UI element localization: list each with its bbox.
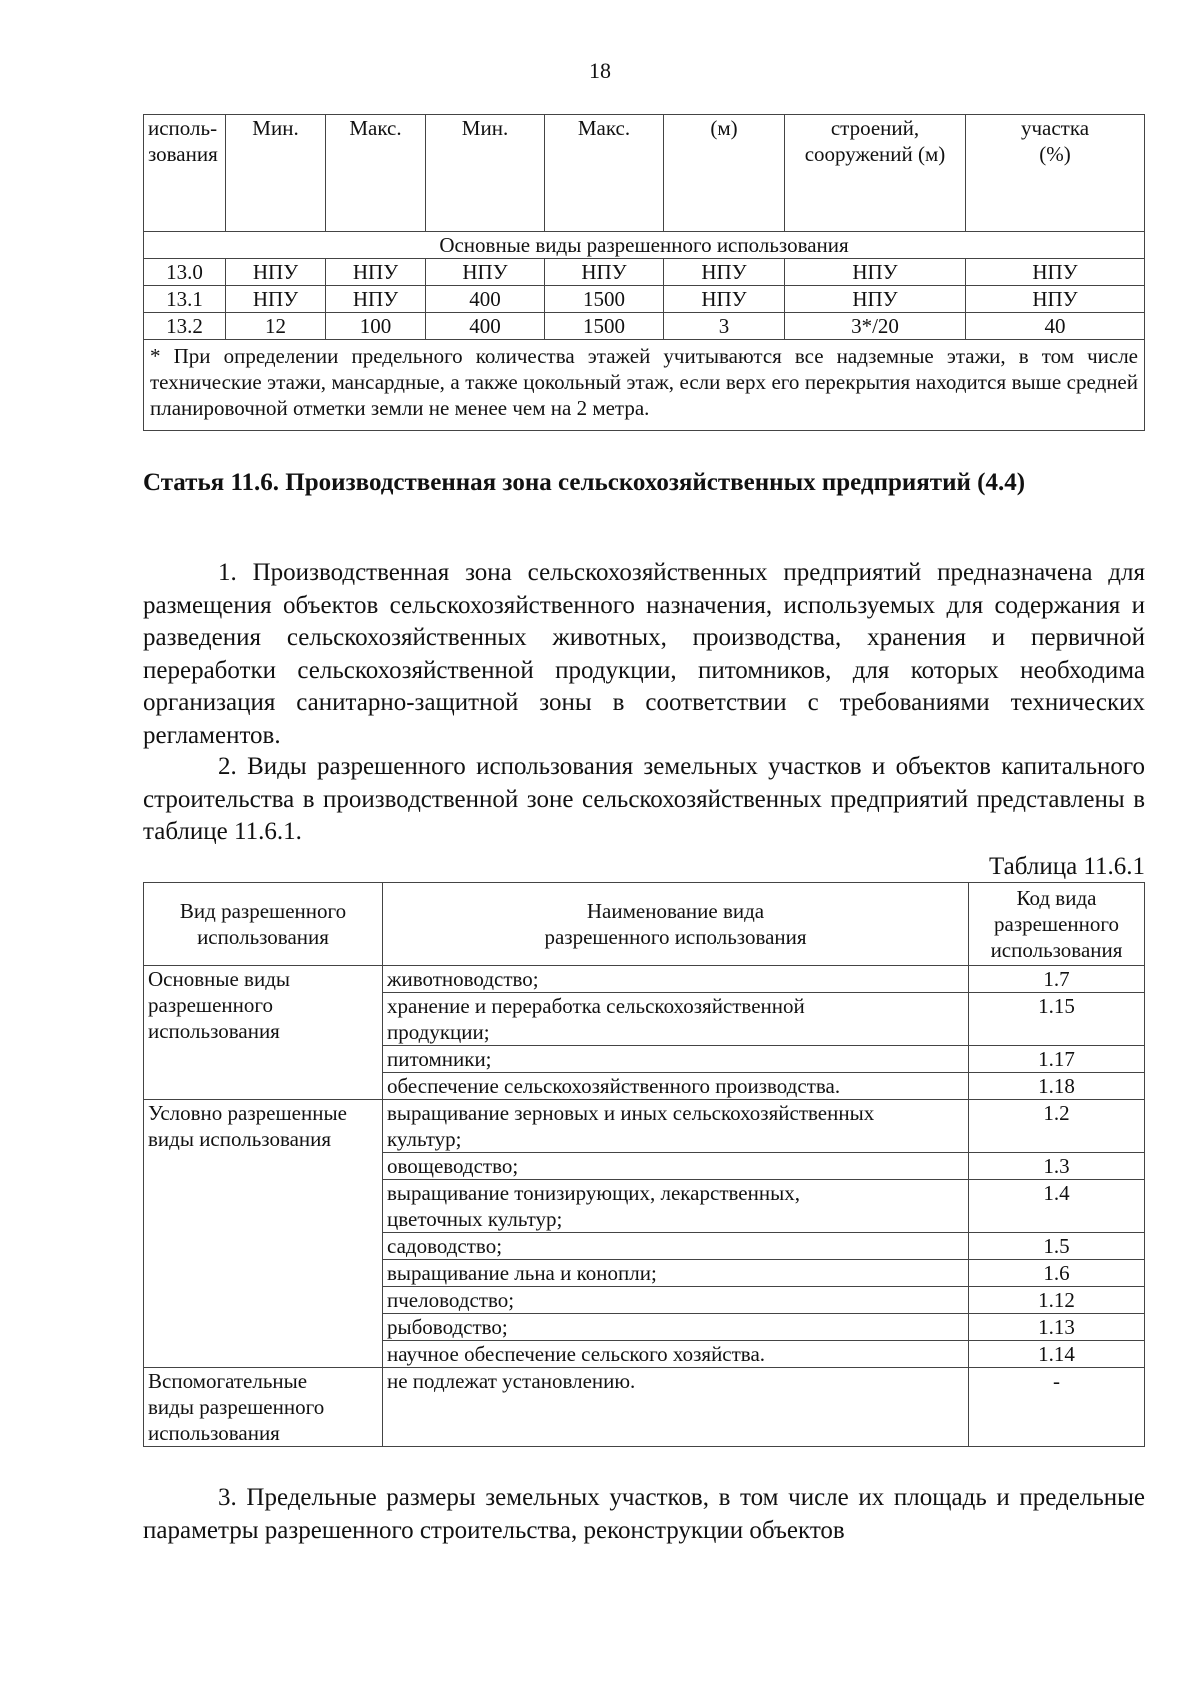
table-cell: НПУ <box>426 259 545 286</box>
use-name: обеспечение сельскохозяйственного производства. <box>383 1073 969 1100</box>
use-code: 1.3 <box>969 1153 1145 1180</box>
use-code: 1.17 <box>969 1046 1145 1073</box>
table-cell: НПУ <box>226 259 326 286</box>
header-cell: Макс. <box>545 115 664 232</box>
permitted-use-table <box>143 882 1145 1447</box>
table-row <box>144 1368 1145 1447</box>
use-code: 1.14 <box>969 1341 1145 1368</box>
table-cell: 13.2 <box>144 313 226 340</box>
table-row <box>144 259 1145 286</box>
table-cell: 400 <box>426 286 545 313</box>
paragraph-1: 1. Производственная зона сельскохозяйственных предприятий предназначена для размещения объектов сельскохозяйственного назначения, используемых для содержания и разведения сельскохозяйственных животных, производства, хранения и первичной переработки сельскохозяйственной продукции, питомников, для которых необходима организация санитарно-защитной зоны в соответствии с требованиями технических регламентов. <box>143 559 1145 749</box>
table-row <box>144 313 1145 340</box>
use-code: 1.6 <box>969 1260 1145 1287</box>
header-cell: Код вида разрешенного использования <box>969 883 1145 966</box>
header-cell: Наименование вида разрешенного использования <box>383 883 969 966</box>
table-cell: 3 <box>664 313 785 340</box>
use-code: 1.15 <box>969 993 1145 1046</box>
use-name: рыбоводство; <box>383 1314 969 1341</box>
use-name: садоводство; <box>383 1233 969 1260</box>
table-cell: НПУ <box>326 286 426 313</box>
use-name: питомники; <box>383 1046 969 1073</box>
table-caption: Таблица 11.6.1 <box>989 853 1145 880</box>
table-cell: 12 <box>226 313 326 340</box>
table-cell: НПУ <box>226 286 326 313</box>
table-header-row <box>144 115 1145 232</box>
use-code: 1.2 <box>969 1100 1145 1153</box>
table-cell: НПУ <box>664 259 785 286</box>
table-cell: 13.0 <box>144 259 226 286</box>
table-cell: НПУ <box>664 286 785 313</box>
section-row <box>144 232 1145 259</box>
header-cell: участка (%) <box>966 115 1145 232</box>
use-code: 1.12 <box>969 1287 1145 1314</box>
use-name: хранение и переработка сельскохозяйственной продукции; <box>383 993 969 1046</box>
table-cell: 3*/20 <box>785 313 966 340</box>
use-name: выращивание льна и конопли; <box>383 1260 969 1287</box>
paragraph-2: 2. Виды разрешенного использования земельных участков и объектов капитального строительства в производственной зоне сельскохозяйственных предприятий представлены в таблице 11.6.1. <box>143 753 1145 845</box>
table-cell: НПУ <box>966 286 1145 313</box>
table-cell: НПУ <box>326 259 426 286</box>
table-cell: 1500 <box>545 313 664 340</box>
header-cell: Мин. <box>426 115 545 232</box>
table-row <box>144 286 1145 313</box>
use-name: научное обеспечение сельского хозяйства. <box>383 1341 969 1368</box>
table-cell: НПУ <box>785 286 966 313</box>
table-row <box>144 966 1145 993</box>
table-cell: 400 <box>426 313 545 340</box>
group-label: Условно разрешенные виды использования <box>144 1100 383 1368</box>
group-label: Вспомогательные виды разрешенного использования <box>144 1368 383 1447</box>
header-cell: Вид разрешенного использования <box>144 883 383 966</box>
footnote: * При определении предельного количества этажей учитываются все надземные этажи, в том числе технические этажи, мансардные, а также цокольный этаж, если верх его перекрытия находится выше средней планировочной отметки земли не менее чем на 2 метра. <box>144 340 1145 431</box>
table-cell: НПУ <box>545 259 664 286</box>
header-cell: (м) <box>664 115 785 232</box>
table-cell: 40 <box>966 313 1145 340</box>
table-cell: 100 <box>326 313 426 340</box>
header-cell: строений, сооружений (м) <box>785 115 966 232</box>
use-name: животноводство; <box>383 966 969 993</box>
table-cell: НПУ <box>785 259 966 286</box>
header-cell: исполь- зования <box>144 115 226 232</box>
zoning-parameters-table <box>143 114 1145 431</box>
use-name: выращивание зерновых и иных сельскохозяйственных культур; <box>383 1100 969 1153</box>
table-cell: НПУ <box>966 259 1145 286</box>
use-name: пчеловодство; <box>383 1287 969 1314</box>
table-cell: 1500 <box>545 286 664 313</box>
header-cell: Мин. <box>226 115 326 232</box>
paragraph-3: 3. Предельные размеры земельных участков, в том числе их площадь и предельные параметры разрешенного строительства, реконструкции объектов <box>143 1484 1145 1544</box>
use-name: выращивание тонизирующих, лекарственных, цветочных культур; <box>383 1180 969 1233</box>
table-row <box>144 1100 1145 1153</box>
table-cell: 13.1 <box>144 286 226 313</box>
table-header-row <box>144 883 1145 966</box>
use-code: 1.7 <box>969 966 1145 993</box>
article-heading: Статья 11.6. Производственная зона сельскохозяйственных предприятий (4.4) <box>143 469 1026 496</box>
use-code: 1.13 <box>969 1314 1145 1341</box>
page-number: 18 <box>589 58 611 83</box>
footnote-row <box>144 340 1145 431</box>
use-code: 1.18 <box>969 1073 1145 1100</box>
use-code: 1.4 <box>969 1180 1145 1233</box>
use-name: не подлежат установлению. <box>383 1368 969 1447</box>
use-name: овощеводство; <box>383 1153 969 1180</box>
header-cell: Макс. <box>326 115 426 232</box>
use-code: 1.5 <box>969 1233 1145 1260</box>
section-title: Основные виды разрешенного использования <box>144 232 1145 259</box>
group-label: Основные виды разрешенного использования <box>144 966 383 1100</box>
use-code: - <box>969 1368 1145 1447</box>
